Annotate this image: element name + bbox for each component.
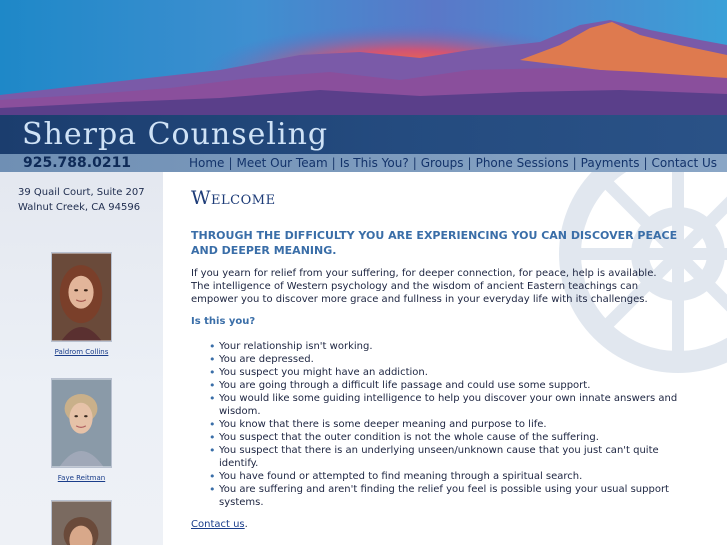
staff-photo-paldrom-collins[interactable]	[51, 252, 112, 342]
nav-home[interactable]: Home	[189, 156, 225, 170]
staff-photo[interactable]	[51, 500, 112, 545]
staff-name-link[interactable]: Faye Reitman	[57, 474, 106, 482]
nav-separator: |	[572, 156, 577, 170]
nav-separator: |	[412, 156, 417, 170]
list-item: • You suspect that the outer condition is not the whole cause of the suffering.	[209, 431, 689, 444]
site-title[interactable]: Sherpa Counseling	[22, 117, 329, 152]
staff-name-link[interactable]: Paldrom Collins	[54, 348, 109, 356]
list-item: • You suspect you might have an addiction.	[209, 366, 689, 379]
nav-groups[interactable]: Groups	[420, 156, 464, 170]
intro-paragraph: If you yearn for relief from your suffering, for deeper connection, for peace, help is available. The intelligence of Western psychology and the wisdom of ancient Eastern teachings can empower you to discover more grace and fullness in your everyday life with its challenges.	[191, 268, 657, 305]
contact-line	[191, 519, 248, 530]
lead-statement: THROUGH THE DIFFICULTY YOU ARE EXPERIENCING YOU CAN DISCOVER PEACE AND DEEPER MEANING.	[191, 229, 678, 257]
staff-card	[0, 500, 163, 545]
list-item: • You suspect that there is an underlying unseen/unknown cause that you just can't quite identify.	[209, 444, 689, 470]
nav-payments[interactable]: Payments	[580, 156, 640, 170]
list-item: • You have found or attempted to find meaning through a spiritual search.	[209, 470, 689, 483]
contact-suffix: .	[244, 519, 248, 530]
nav-separator: |	[228, 156, 233, 170]
nav-separator: |	[331, 156, 336, 170]
staff-photo-faye-reitman[interactable]	[51, 378, 112, 468]
page-title: Welcome	[191, 187, 276, 209]
nav-separator: |	[643, 156, 648, 170]
list-item: • You know that there is some deeper meaning and purpose to life.	[209, 418, 689, 431]
address-line-2: Walnut Creek, CA 94596	[18, 202, 141, 213]
main-navigation	[187, 154, 719, 172]
office-address	[18, 185, 145, 215]
staff-card	[0, 252, 163, 356]
nav-meet-our-team[interactable]: Meet Our Team	[236, 156, 328, 170]
main-content	[163, 172, 727, 545]
list-item: • Your relationship isn't working.	[209, 340, 689, 353]
phone-number: 925.788.0211	[23, 155, 132, 171]
nav-contact-us[interactable]: Contact Us	[651, 156, 718, 170]
is-this-you-list	[209, 340, 689, 509]
list-item: • You are going through a difficult life passage and could use some support.	[209, 379, 689, 392]
site-header	[0, 0, 727, 172]
nav-phone-sessions[interactable]: Phone Sessions	[475, 156, 569, 170]
nav-is-this-you[interactable]: Is This You?	[339, 156, 409, 170]
staff-card	[0, 378, 163, 482]
list-item: • You are suffering and aren't finding the relief you feel is possible using your usual support systems.	[209, 483, 689, 509]
section-subheading: Is this you?	[191, 316, 256, 327]
address-line-1: 39 Quail Court, Suite 207	[18, 187, 145, 198]
sidebar	[0, 172, 163, 545]
list-item: • You are depressed.	[209, 353, 689, 366]
list-item: • You would like some guiding intelligence to help you discover your own innate answers and wisdom.	[209, 392, 689, 418]
contact-us-link[interactable]: Contact us	[191, 519, 245, 530]
nav-separator: |	[467, 156, 472, 170]
